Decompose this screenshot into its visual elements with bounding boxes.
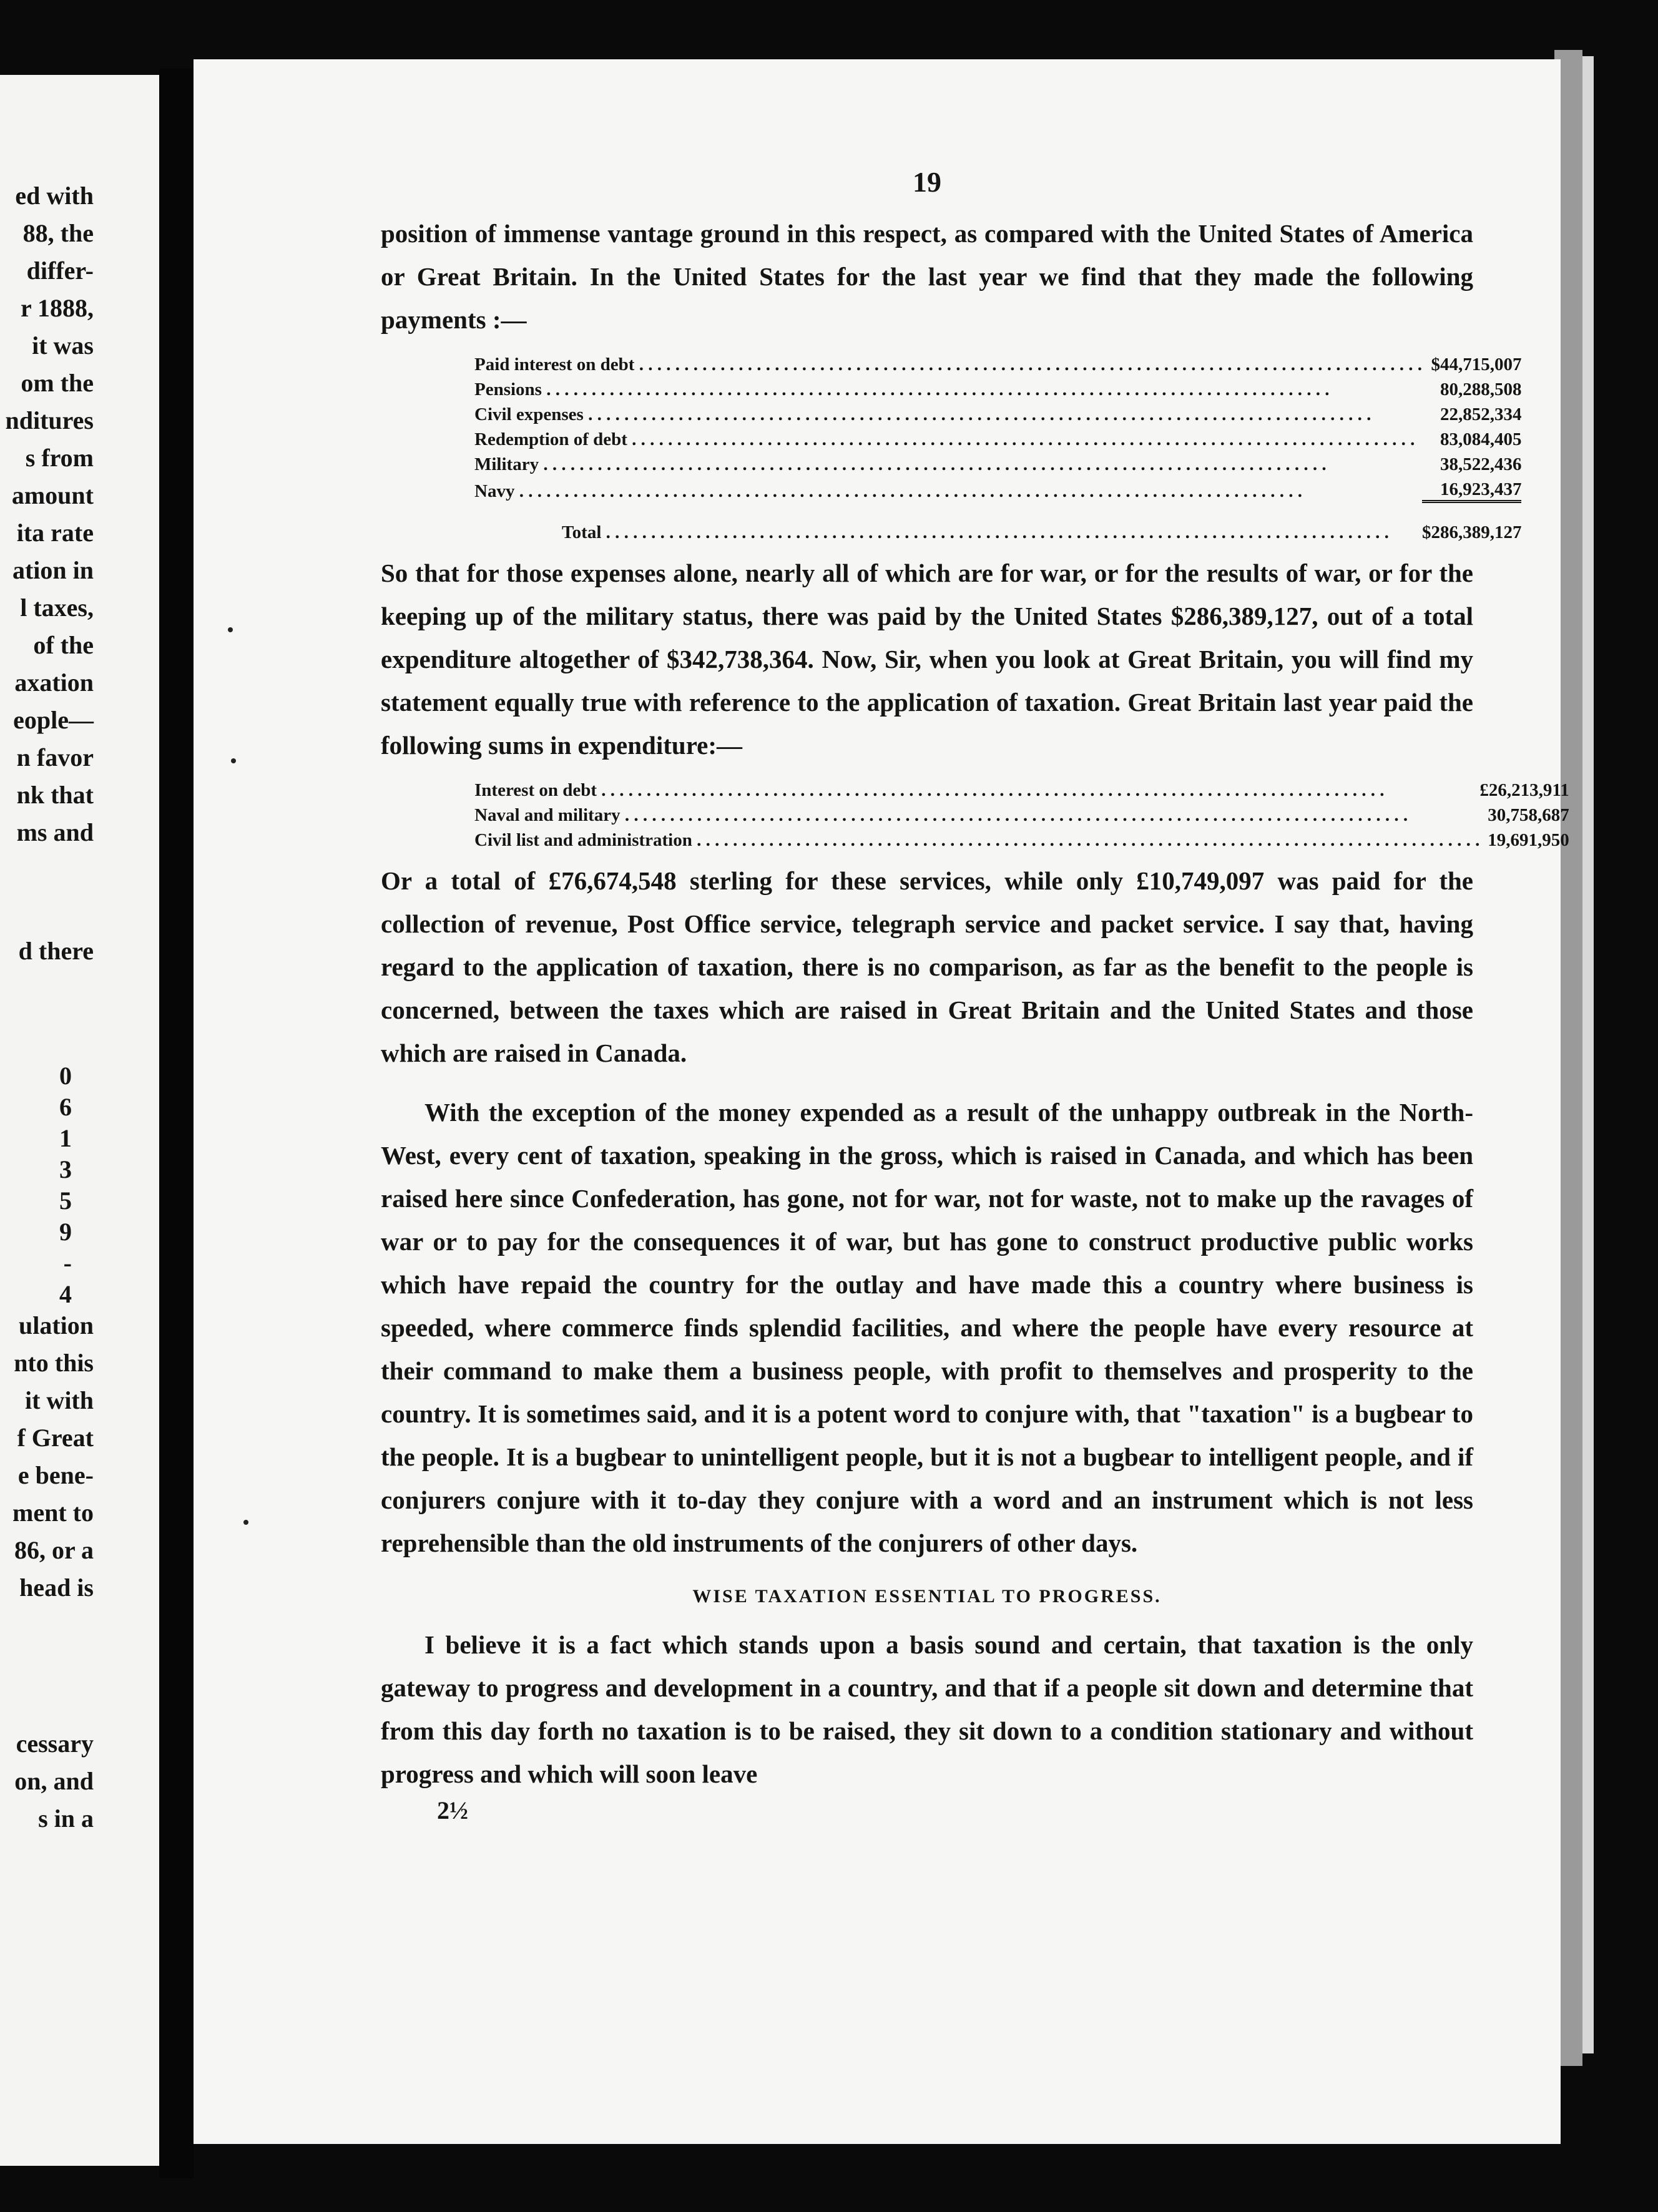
ledger-row (474, 350, 1521, 375)
ledger-label (474, 776, 1479, 801)
left-page-text-fragment: ation in (12, 556, 94, 584)
speck-mark (231, 758, 236, 763)
ledger-label-text: Navy (474, 481, 515, 501)
ledger-label-text: Civil list and administration (474, 830, 692, 850)
speck-mark (228, 627, 233, 632)
left-page-text-fragment: s from (25, 444, 94, 472)
ledger-amount: 80,288,508 (1440, 379, 1522, 399)
left-page-text-fragment: 6 (59, 1093, 72, 1121)
ledger-label (474, 350, 1422, 375)
paragraph: I believe it is a fact which stands upon a basis sound and certain, that taxation is the only gateway to progress and development in a country, and that if a people sit down and determine that from this day forth no taxation is to be raised, they sit down to a condition stationary and without progress and which will soon leave (381, 1630, 1473, 1788)
page-number: 19 (913, 166, 941, 198)
ledger-label (474, 400, 1422, 425)
left-page-text-fragment: cessary (16, 1730, 94, 1758)
ledger-label (474, 450, 1422, 475)
left-page-text-fragment: 1 (59, 1124, 72, 1152)
section-heading: WISE TAXATION ESSENTIAL TO PROGRESS. (692, 1586, 1162, 1607)
ledger-total-row (474, 502, 1521, 544)
ledger-label-text: Naval and military (474, 805, 621, 825)
ledger-label-text: Civil expenses (474, 404, 584, 424)
left-page-fragment (0, 75, 159, 2166)
left-page-text-fragment: ms and (16, 818, 94, 846)
book-spine (159, 69, 194, 2178)
ledger-label (474, 375, 1422, 400)
ledger-row (474, 450, 1521, 475)
left-page-text-fragment: - (63, 1249, 72, 1277)
ledger-amount: £26,213,911 (1479, 780, 1569, 800)
paragraph: So that for those expenses alone, nearly all of which are for war, or for the results of war, or for the keeping up of the military status, there was paid by the United States $286,389,127, out of a total expenditure altogether of $342,738,364. Now, Sir, when you look at Great Britain, you will find my statement equally true with reference to the application of taxation. Great Britain last year paid the following sums in expenditure:— (381, 559, 1473, 760)
ledger-row (474, 400, 1521, 425)
ledger-total-amount: $286,389,127 (1422, 502, 1522, 544)
ledger-row (474, 826, 1569, 851)
paragraph: Or a total of £76,674,548 sterling for these services, while only £10,749,097 was paid for the collection of revenue, Post Office service, telegraph service and packet service. I say that, having regard to the application of taxation, there is no comparison, as far as the benefit to the people is concerned, between the taxes which are raised in Great Britain and the United States and those which are raised in Canada. (381, 866, 1473, 1067)
left-page-text-fragment: 0 (59, 1062, 72, 1090)
ledger-row (474, 475, 1521, 502)
left-page-text-fragment: n favor (16, 743, 94, 771)
paragraph: position of immense vantage ground in this respect, as compared with the United States of America or Great Britain. In the United States for the last year we find that they made the following payments :— (381, 219, 1473, 334)
left-page-text-fragment: head is (19, 1573, 94, 1602)
ledger-label (474, 475, 1422, 502)
ledger-amount: $44,715,007 (1431, 355, 1522, 374)
left-page-text-fragment: 3 (59, 1155, 72, 1183)
left-page-text-fragment: s in a (38, 1804, 94, 1833)
ledger-label-text: Redemption of debt (474, 429, 627, 449)
left-page-text-fragment: nto this (14, 1349, 94, 1377)
left-page-text-fragment: ulation (18, 1311, 94, 1339)
left-page-text-fragment: f Great (17, 1424, 94, 1452)
ledger-label-text: Pensions (474, 379, 542, 399)
ledger-row (474, 425, 1521, 450)
left-page-text-fragment: nditures (5, 406, 94, 434)
left-page-text-fragment: of the (33, 631, 94, 659)
ledger-amount: 30,758,687 (1488, 805, 1569, 825)
ledger-amount: 22,852,334 (1440, 404, 1522, 424)
ledger-label-text: Military (474, 454, 539, 474)
ledger-row (474, 776, 1569, 801)
left-page-text-fragment: 4 (59, 1280, 72, 1308)
ledger-label (474, 425, 1422, 450)
gb-payments-table (474, 776, 1569, 851)
ledger-amount: 38,522,436 (1440, 454, 1522, 474)
left-page-text-fragment: on, and (14, 1767, 94, 1795)
left-page-text-fragment: axation (14, 668, 94, 697)
left-page-text-fragment: amount (11, 481, 94, 509)
left-page-text-fragment: ment to (12, 1499, 94, 1527)
us-payments-table (474, 350, 1521, 543)
ledger-amount: 83,084,405 (1440, 429, 1522, 449)
left-page-text-fragment: l taxes, (20, 594, 94, 622)
ledger-total-label (474, 502, 1422, 544)
left-page-text-fragment: nk that (16, 781, 94, 809)
left-page-text-fragment: differ- (26, 257, 94, 285)
page-edge-inner (1582, 56, 1594, 2053)
ledger-row (474, 375, 1521, 400)
ledger-label-text: Paid interest on debt (474, 355, 635, 374)
left-page-text-fragment: 9 (59, 1218, 72, 1246)
left-page-text-fragment: r 1888, (20, 294, 94, 322)
ledger-total-label-text: Total (562, 522, 602, 542)
left-page-text-fragment: ita rate (16, 519, 94, 547)
ledger-amount: 19,691,950 (1488, 830, 1569, 850)
page-content (381, 165, 1569, 1825)
signature-mark: 2½ (437, 1796, 468, 1824)
ledger-label (474, 801, 1479, 826)
ledger-row (474, 801, 1569, 826)
left-page-text-fragment: om the (21, 369, 94, 397)
ledger-label-text: Interest on debt (474, 780, 597, 800)
left-page-text-fragment: 5 (59, 1187, 72, 1215)
ledger-amount: 16,923,437 (1440, 479, 1522, 499)
paragraph: With the exception of the money expended as a result of the unhappy outbreak in the North-West, every cent of taxation, speaking in the gross, which is raised in Canada, and which has been raised here since Confederation, has gone, not for war, not for waste, not to make up the ravages of war or to pay for the consequences it of war, but has gone to construct productive public works which have repaid the country for the outlay and have made this a country where business is speeded, where commerce finds splendid facilities, and where the people have every resource at their command to make them a business people, with profit to themselves and prosperity to the country. It is sometimes said, and it is a potent word to conjure with, that "taxation" is a bugbear to the people. It is a bugbear to unintelligent people, but it is not a bugbear to intelligent people, and if conjurers conjure with it to-day they conjure with a word and an instrument which is not less reprehensible than the old instruments of the conjurers of other days. (381, 1098, 1473, 1557)
right-page (194, 59, 1569, 2144)
left-page-text-fragment: 86, or a (14, 1536, 94, 1564)
speck-mark (243, 1520, 248, 1525)
left-page-text-fragment: e bene- (17, 1461, 94, 1489)
left-page-text-fragment: 88, the (22, 219, 94, 247)
left-page-text-fragment: it with (25, 1386, 94, 1414)
left-page-text-fragment: it was (32, 331, 94, 360)
ledger-label (474, 826, 1479, 851)
left-page-text-fragment: eople— (13, 706, 94, 734)
left-page-text-fragment: d there (18, 937, 94, 965)
left-page-text-fragment: ed with (15, 182, 94, 210)
